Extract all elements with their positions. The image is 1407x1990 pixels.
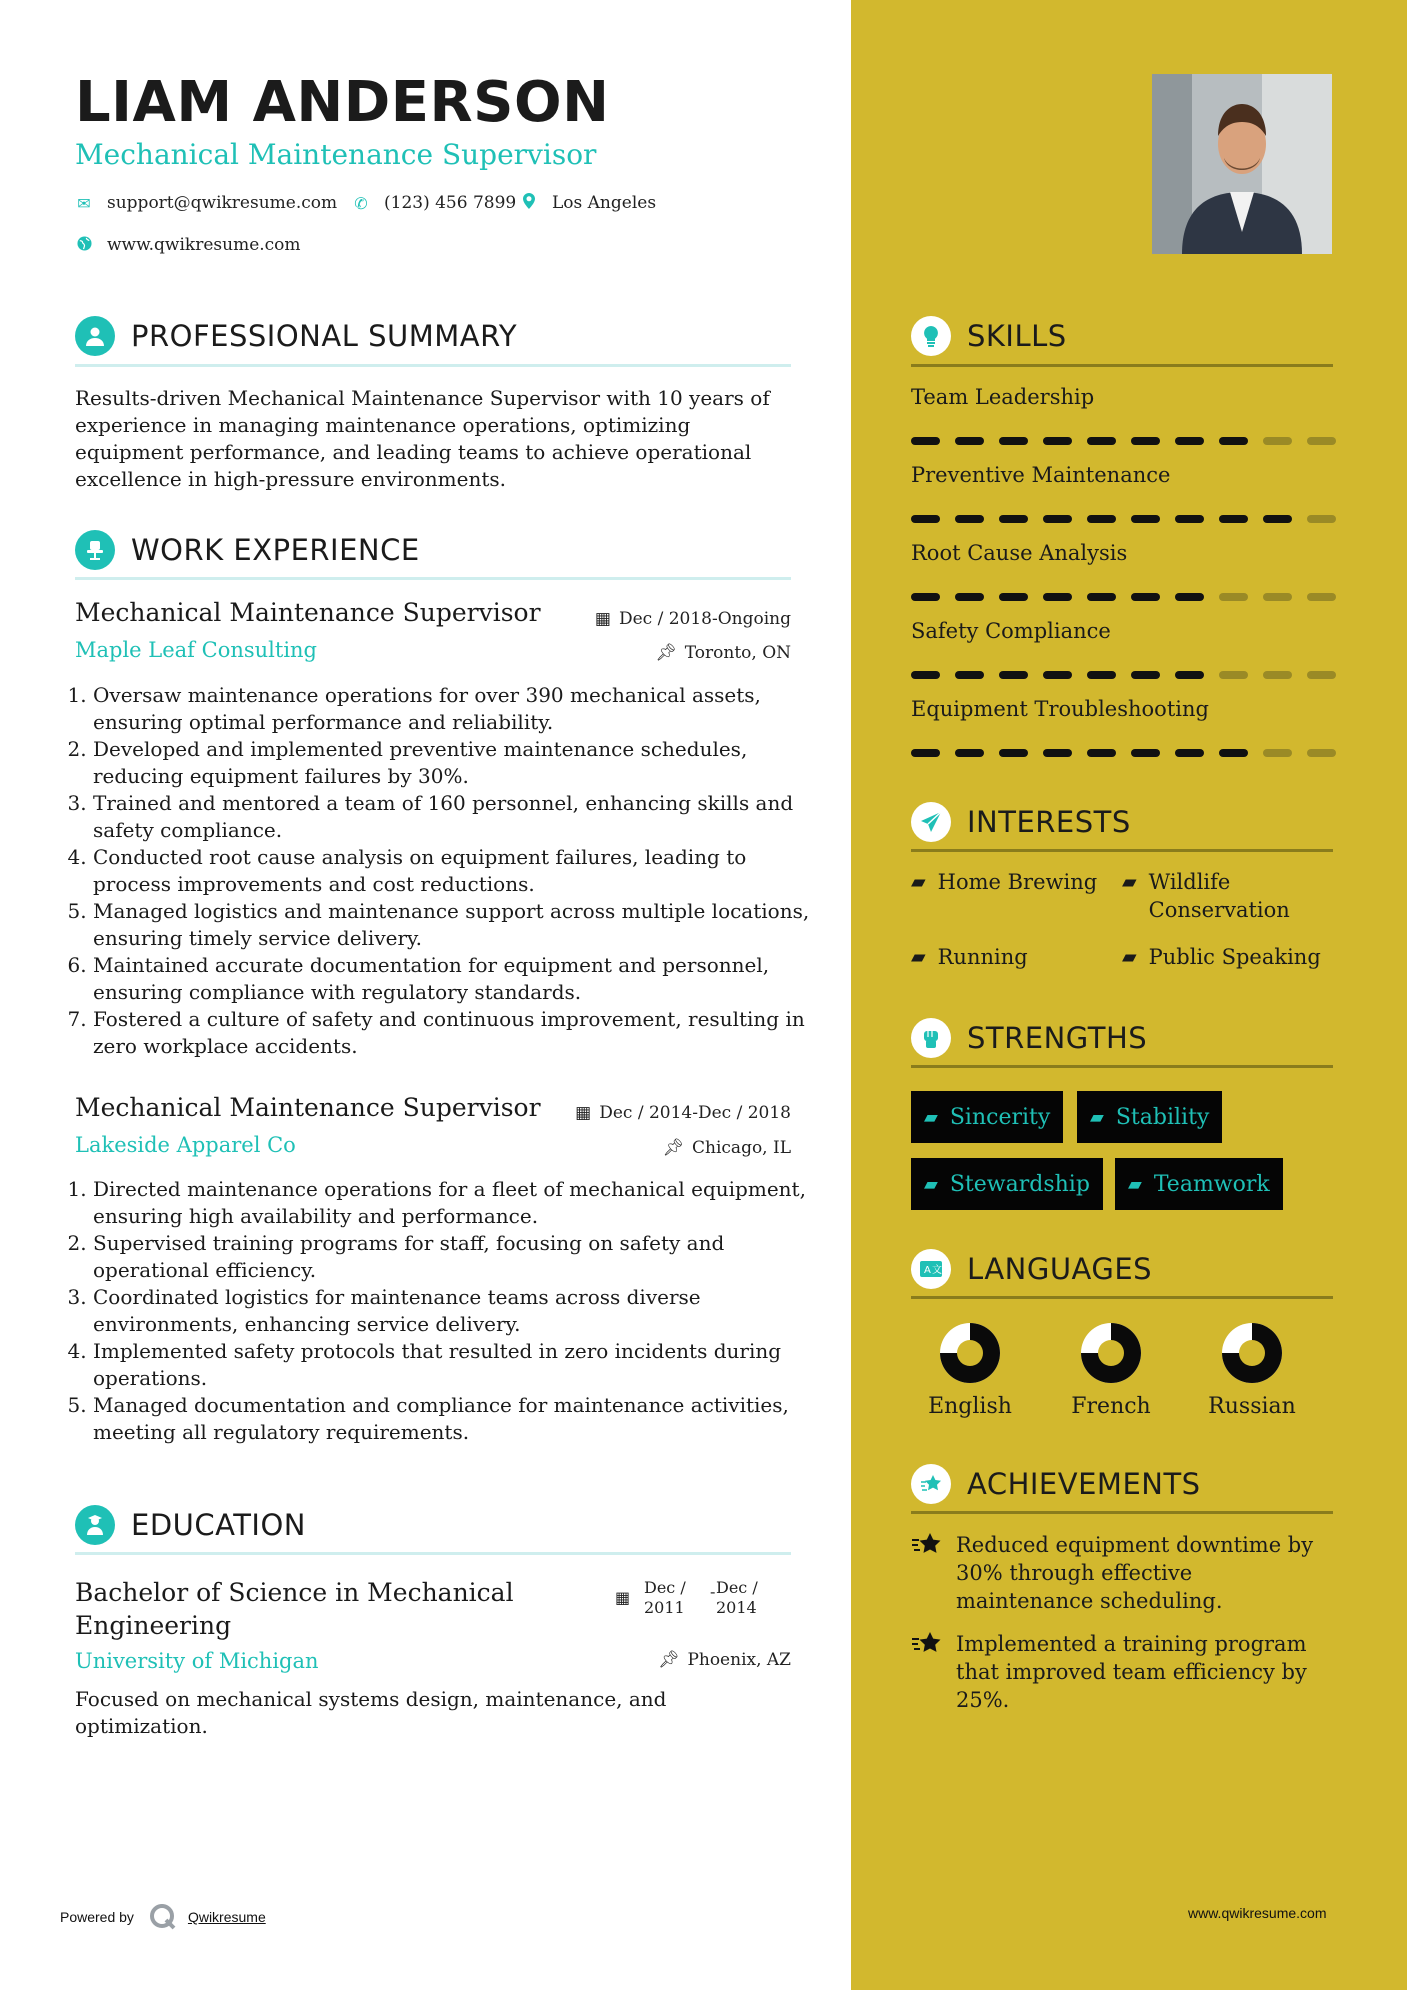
interests-title: INTERESTS: [967, 805, 1131, 839]
education-desc-line: optimization.: [75, 1714, 208, 1738]
calendar-icon: ▦: [575, 1103, 592, 1123]
qwikresume-link[interactable]: Qwikresume: [187, 1909, 266, 1925]
powered-by-text: Powered by: [60, 1909, 134, 1925]
language-item: [1046, 1320, 1176, 1419]
strength-tag: [1077, 1091, 1222, 1143]
email-text: support@qwikresume.com: [107, 193, 338, 213]
skill-dash-filled: [911, 749, 940, 757]
skill-label: Preventive Maintenance: [911, 463, 1171, 487]
job-location: [560, 1138, 791, 1158]
summary-text: [75, 385, 795, 493]
achievements-title: ACHIEVEMENTS: [967, 1467, 1201, 1501]
pushpin-icon: 📌︎: [657, 1650, 680, 1670]
list-item: 1. Oversaw maintenance operations for over 390 mechanical assets, ensuring optimal performance and reliability.: [93, 682, 811, 736]
star-icon: [911, 1531, 956, 1615]
book-icon: ▰: [924, 1106, 938, 1128]
skill-dash-empty: [1263, 593, 1292, 601]
book-icon: ▰: [1090, 1106, 1104, 1128]
list-item: 2. Supervised training programs for staff, focusing on safety and operational efficiency.: [93, 1230, 811, 1284]
calendar-icon: ▦: [615, 1588, 631, 1607]
degree-line: Bachelor of Science in Mechanical: [75, 1578, 514, 1607]
svg-text:文: 文: [932, 1265, 942, 1276]
skill-label: Safety Compliance: [911, 619, 1111, 643]
interests-heading: [911, 802, 1131, 842]
edu-start-year: 2011: [644, 1598, 685, 1617]
skill-dash-filled: [1175, 593, 1204, 601]
achievement-text: Reduced equipment downtime by 30% through effective maintenance scheduling.: [956, 1533, 1314, 1613]
job-title: Mechanical Maintenance Supervisor: [75, 598, 541, 627]
skill-dash-filled: [1043, 671, 1072, 679]
skill-dash-filled: [1043, 749, 1072, 757]
language-donut: [937, 1320, 1003, 1386]
language-label: French: [1071, 1394, 1151, 1419]
skill-dash-filled: [999, 749, 1028, 757]
skill-dash-filled: [911, 437, 940, 445]
skill-dash-empty: [1263, 749, 1292, 757]
skill-dash-filled: [1219, 515, 1248, 523]
skill-label: Team Leadership: [911, 385, 1095, 409]
strength-label: Teamwork: [1153, 1171, 1270, 1197]
strengths-title: STRENGTHS: [967, 1021, 1148, 1055]
svg-text:A: A: [924, 1265, 931, 1276]
list-item: 4. Implemented safety protocols that resulted in zero incidents during operations.: [93, 1338, 811, 1392]
interest-label: Wildlife Conservation: [1148, 870, 1290, 922]
language-item: [1187, 1320, 1317, 1419]
skill-meter: [911, 593, 1336, 601]
skill-dash-empty: [1219, 593, 1248, 601]
list-item: 3. Coordinated logistics for maintenance teams across diverse environments, enhancing service delivery.: [93, 1284, 811, 1338]
skill-dash-filled: [1175, 515, 1204, 523]
experience-heading: [75, 530, 420, 570]
chair-icon: [75, 530, 115, 570]
globe-icon: [75, 236, 93, 255]
skill-dash-filled: [1131, 437, 1160, 445]
translate-icon: [911, 1249, 951, 1289]
skill-dash-filled: [1175, 437, 1204, 445]
skill-dash-filled: [1219, 749, 1248, 757]
language-donut-hole: [1098, 1340, 1124, 1366]
language-label: English: [928, 1394, 1012, 1419]
list-item: 5. Managed documentation and compliance for maintenance activities, meeting all regulatory requirements.: [93, 1392, 811, 1446]
paper-plane-icon: [911, 802, 951, 842]
skill-dash-filled: [1087, 437, 1116, 445]
skill-dash-filled: [999, 515, 1028, 523]
candidate-name: LIAM ANDERSON: [75, 70, 610, 135]
education-location: [560, 1650, 791, 1670]
strength-tag: [911, 1158, 1103, 1210]
phone-text: (123) 456 7899: [384, 193, 517, 213]
skill-dash-filled: [1043, 515, 1072, 523]
candidate-role: Mechanical Maintenance Supervisor: [75, 138, 597, 171]
book-icon: ▰: [911, 871, 926, 893]
language-donut: [1078, 1320, 1144, 1386]
skill-dash-filled: [999, 437, 1028, 445]
contact-website[interactable]: [75, 235, 301, 255]
language-donut: [1219, 1320, 1285, 1386]
skill-dash-filled: [955, 671, 984, 679]
skill-dash-filled: [911, 515, 940, 523]
skill-dash-filled: [955, 749, 984, 757]
strengths-heading: [911, 1018, 1147, 1058]
languages-heading: [911, 1249, 1152, 1289]
skill-dash-filled: [1131, 749, 1160, 757]
skill-dash-filled: [1131, 671, 1160, 679]
contact-location: [520, 193, 656, 213]
language-label: Russian: [1208, 1394, 1296, 1419]
education-description: [75, 1686, 795, 1740]
summary-line: excellence in high-pressure environments.: [75, 467, 507, 491]
language-item: [905, 1320, 1035, 1419]
summary-title: PROFESSIONAL SUMMARY: [131, 319, 518, 353]
book-icon: ▰: [1122, 946, 1137, 968]
skill-meter: [911, 515, 1336, 523]
skill-dash-filled: [1263, 515, 1292, 523]
skill-dash-empty: [1307, 749, 1336, 757]
skills-title: SKILLS: [967, 319, 1067, 353]
list-item: 3. Trained and mentored a team of 160 personnel, enhancing skills and safety compliance.: [93, 790, 811, 844]
education-desc-line: Focused on mechanical systems design, maintenance, and: [75, 1687, 667, 1711]
strength-label: Sincerity: [949, 1104, 1051, 1130]
skill-meter: [911, 671, 1336, 679]
star-icon: [911, 1630, 956, 1714]
edu-end-year: 2014: [716, 1598, 757, 1617]
website-text: www.qwikresume.com: [107, 235, 301, 255]
interest-label: Home Brewing: [937, 870, 1098, 894]
job-location-text: Toronto, ON: [684, 643, 791, 663]
experience-title: WORK EXPERIENCE: [131, 533, 420, 567]
education-title: EDUCATION: [131, 1508, 307, 1542]
strength-label: Stewardship: [949, 1171, 1090, 1197]
skill-dash-empty: [1263, 671, 1292, 679]
contact-email[interactable]: [75, 193, 337, 213]
fist-icon: [911, 1018, 951, 1058]
education-divider: [75, 1552, 791, 1555]
skill-dash-filled: [999, 671, 1028, 679]
job-company: Lakeside Apparel Co: [75, 1133, 296, 1157]
school-name: University of Michigan: [75, 1649, 319, 1673]
skill-dash-filled: [1175, 671, 1204, 679]
footer-powered-by: [60, 1902, 266, 1932]
job-location: [560, 643, 791, 663]
language-donut-hole: [957, 1340, 983, 1366]
skill-dash-filled: [1131, 515, 1160, 523]
skill-dash-empty: [1307, 593, 1336, 601]
experience-divider: [75, 577, 791, 580]
graduate-icon: [75, 1505, 115, 1545]
edu-end-month: Dec /: [716, 1578, 758, 1597]
skills-divider: [911, 364, 1333, 367]
achievements-divider: [911, 1511, 1333, 1514]
skill-dash-empty: [1263, 437, 1292, 445]
interest-item: [911, 943, 1111, 971]
book-icon: ▰: [911, 946, 926, 968]
interest-item: [1122, 943, 1342, 971]
skill-dash-filled: [1043, 437, 1072, 445]
job-dates-text: Dec / 2018-Ongoing: [618, 609, 791, 629]
achievement-text: Implemented a training program that improved team efficiency by 25%.: [956, 1632, 1307, 1712]
skill-dash-filled: [911, 593, 940, 601]
strength-label: Stability: [1115, 1104, 1210, 1130]
location-text: Los Angeles: [552, 193, 657, 213]
footer-site[interactable]: www.qwikresume.com: [1188, 1905, 1327, 1921]
strength-tag: [1115, 1158, 1283, 1210]
summary-line: experience in managing maintenance operations, optimizing: [75, 413, 691, 437]
skill-dash-empty: [1219, 671, 1248, 679]
interest-item: [911, 868, 1111, 896]
skill-dash-filled: [1175, 749, 1204, 757]
summary-line: Results-driven Mechanical Maintenance Supervisor with 10 years of: [75, 386, 770, 410]
summary-divider: [75, 364, 791, 367]
skills-heading: [911, 316, 1067, 356]
star-badge-icon: [911, 1464, 951, 1504]
interest-label: Public Speaking: [1148, 945, 1321, 969]
skill-dash-filled: [911, 671, 940, 679]
job-company: Maple Leaf Consulting: [75, 638, 318, 662]
book-icon: ▰: [1122, 871, 1137, 893]
list-item: 4. Conducted root cause analysis on equipment failures, leading to process improvements and cost reductions.: [93, 844, 811, 898]
languages-title: LANGUAGES: [967, 1252, 1153, 1286]
skill-label: Equipment Troubleshooting: [911, 697, 1209, 721]
languages-divider: [911, 1296, 1333, 1299]
achievement-item: [911, 1630, 1331, 1714]
skill-dash-filled: [1131, 593, 1160, 601]
interests-divider: [911, 849, 1333, 852]
skill-dash-filled: [955, 515, 984, 523]
interest-label: Running: [937, 945, 1028, 969]
user-icon: [75, 316, 115, 356]
skill-dash-empty: [1307, 671, 1336, 679]
job-bullets: [75, 682, 811, 1060]
list-item: 1. Directed maintenance operations for a fleet of mechanical equipment, ensuring high availability and performance.: [93, 1176, 811, 1230]
skill-dash-filled: [999, 593, 1028, 601]
education-location-text: Phoenix, AZ: [687, 1650, 791, 1670]
skill-meter: [911, 749, 1336, 757]
job-bullets: [75, 1176, 811, 1446]
job-dates: [540, 1103, 791, 1123]
skill-dash-filled: [955, 437, 984, 445]
edu-date-dash: -: [710, 1582, 716, 1601]
skill-dash-empty: [1307, 515, 1336, 523]
strength-tag: [911, 1091, 1063, 1143]
list-item: 6. Maintained accurate documentation for equipment and personnel, ensuring compliance with regulatory standards.: [93, 952, 811, 1006]
envelope-icon: ✉: [77, 193, 91, 213]
achievements-heading: [911, 1464, 1201, 1504]
job-location-text: Chicago, IL: [692, 1138, 791, 1158]
skill-dash-filled: [1087, 593, 1116, 601]
summary-heading: [75, 316, 517, 356]
education-heading: [75, 1505, 306, 1545]
qwikresume-logo-icon: [148, 1902, 178, 1932]
skill-label: Root Cause Analysis: [911, 541, 1128, 565]
skill-dash-filled: [1087, 671, 1116, 679]
summary-line: equipment performance, and leading teams to achieve operational: [75, 440, 752, 464]
list-item: 7. Fostered a culture of safety and continuous improvement, resulting in zero workplace accidents.: [93, 1006, 811, 1060]
skill-dash-empty: [1307, 437, 1336, 445]
calendar-icon: ▦: [594, 609, 611, 629]
skill-dash-filled: [955, 593, 984, 601]
skill-dash-filled: [1219, 437, 1248, 445]
book-icon: ▰: [1128, 1173, 1142, 1195]
job-dates: [560, 609, 791, 629]
job-title: Mechanical Maintenance Supervisor: [75, 1093, 541, 1122]
degree-title: [75, 1576, 514, 1642]
profile-photo: [1152, 74, 1332, 254]
strengths-divider: [911, 1065, 1333, 1068]
book-icon: ▰: [924, 1173, 938, 1195]
achievement-item: [911, 1531, 1331, 1615]
interest-item: [1122, 868, 1322, 924]
list-item: 2. Developed and implemented preventive maintenance schedules, reducing equipment failures by 30%.: [93, 736, 811, 790]
skill-dash-filled: [1087, 749, 1116, 757]
pushpin-icon: 📌︎: [655, 643, 677, 663]
list-item: 5. Managed logistics and maintenance support across multiple locations, ensuring timely service delivery.: [93, 898, 811, 952]
contact-phone[interactable]: [352, 193, 516, 213]
lightbulb-icon: [911, 316, 951, 356]
skill-meter: [911, 437, 1336, 445]
pushpin-icon: 📌︎: [662, 1138, 685, 1158]
edu-start-month: Dec /: [644, 1578, 686, 1597]
language-donut-hole: [1239, 1340, 1265, 1366]
phone-icon: ✆: [354, 193, 368, 213]
degree-line: Engineering: [75, 1611, 232, 1640]
skill-dash-filled: [1043, 593, 1072, 601]
skill-dash-filled: [1087, 515, 1116, 523]
map-pin-icon: [520, 193, 538, 213]
job-dates-text: Dec / 2014-Dec / 2018: [599, 1103, 791, 1123]
